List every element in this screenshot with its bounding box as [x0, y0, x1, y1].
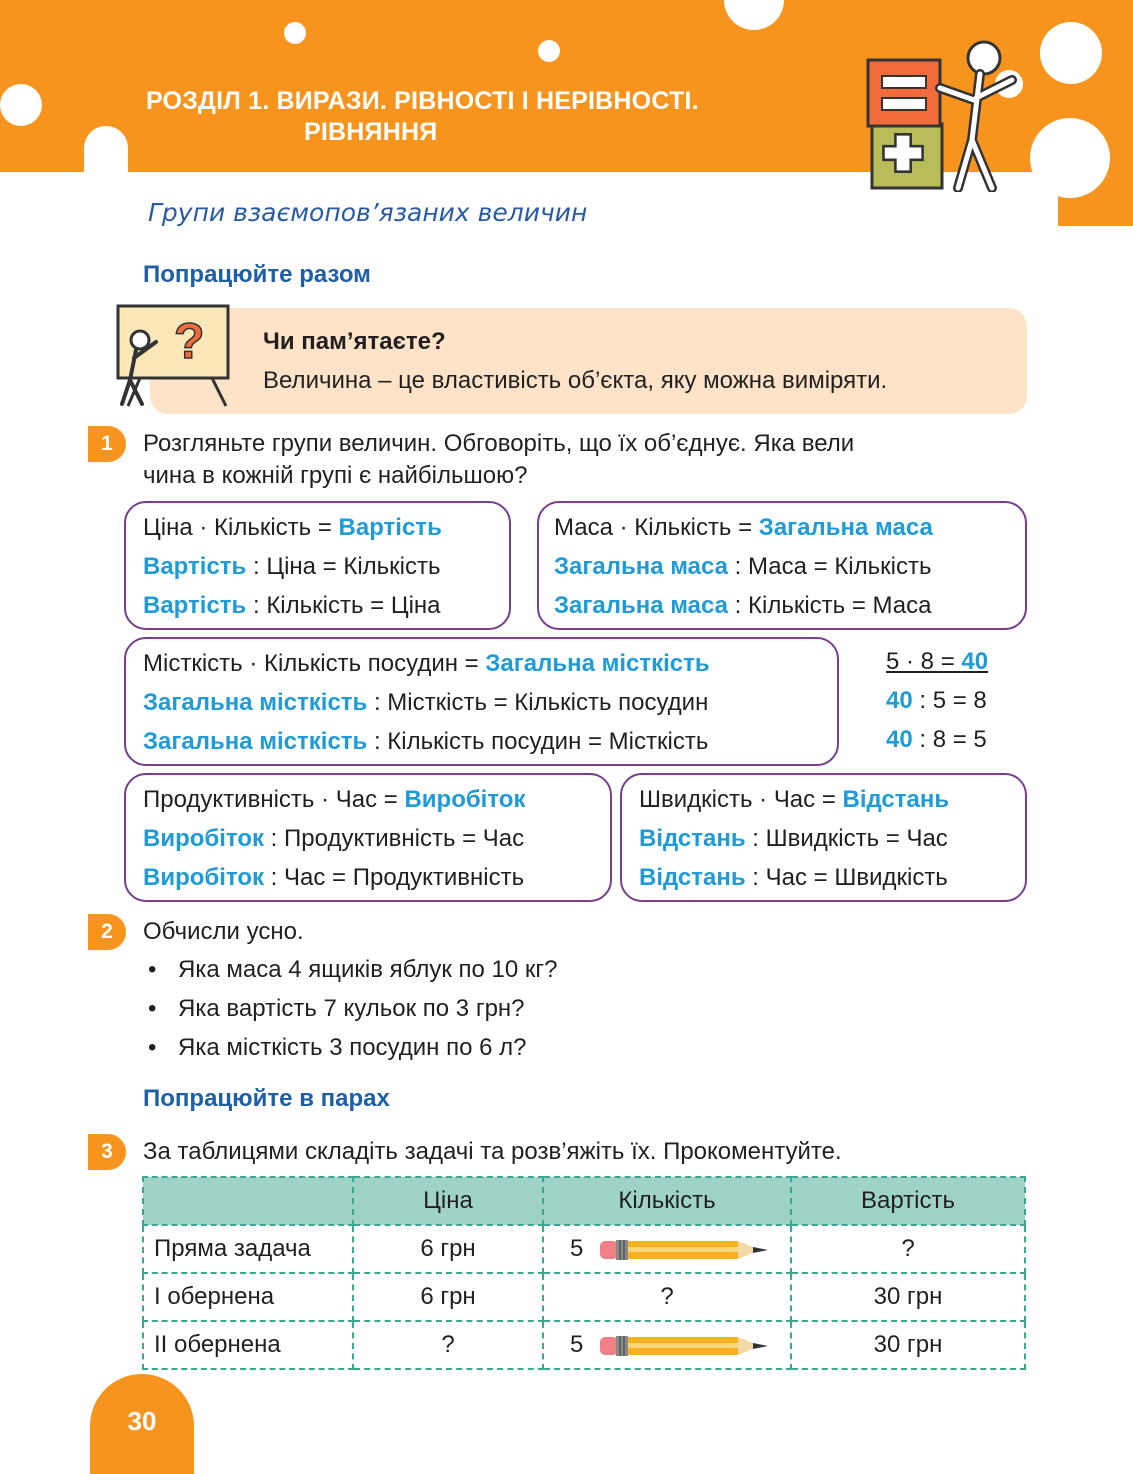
- formula-line: Продуктивність · Час = Виробіток: [143, 786, 526, 813]
- page-number: 30: [127, 1406, 157, 1436]
- table-cell: І обернена: [143, 1273, 353, 1321]
- table-cell: 30 грн: [791, 1273, 1025, 1321]
- formula-line: Швидкість · Час = Відстань: [639, 786, 950, 813]
- chapter-title-line2: РІВНЯННЯ: [304, 118, 438, 146]
- formula-line: Відстань : Час = Швидкість: [639, 864, 948, 891]
- task3-text: За таблицями складіть задачі та розв’яжіть їх. Прокоментуйте.: [143, 1138, 842, 1165]
- table-row: [143, 1273, 1025, 1321]
- remember-text: Величина – це властивість об’єкта, яку можна виміряти.: [263, 367, 888, 394]
- formula-line: 40 : 5 = 8: [886, 687, 987, 714]
- remember-title: Чи пам’ятаєте?: [263, 328, 446, 355]
- table-header-row: [143, 1177, 1025, 1225]
- chapter-title: [146, 86, 699, 148]
- table-cell: ?: [353, 1321, 543, 1369]
- task-number-badge: 1: [88, 426, 126, 462]
- blocks-illustration: [862, 40, 1062, 192]
- task1-line1: Розгляньте групи величин. Обговоріть, що їх об’єднує. Яка вели: [143, 430, 855, 457]
- table-header-cell: Вартість: [791, 1177, 1025, 1225]
- formula-line: Загальна місткість : Кількість посудин = Місткість: [143, 728, 709, 755]
- question-mark-icon: ?: [174, 313, 205, 369]
- table-cell: 6 грн: [353, 1225, 543, 1273]
- work-pairs-heading: Попрацюйте в парах: [143, 1085, 390, 1112]
- price-formula-box: [124, 501, 511, 630]
- teacher-board-icon: [106, 302, 242, 408]
- section-title: Групи взаємопов’язаних величин: [148, 198, 588, 227]
- formula-line: Загальна місткість : Місткість = Кількість посудин: [143, 689, 709, 716]
- equals-icon: [882, 76, 926, 88]
- formula-line: Виробіток : Продуктивність = Час: [143, 825, 525, 852]
- formula-line: Маса · Кількість = Загальна маса: [554, 514, 933, 541]
- table-cell: ?: [543, 1273, 791, 1321]
- work-together-heading: Попрацюйте разом: [143, 261, 371, 288]
- pencil-icon: [598, 1333, 772, 1359]
- equals-block: [868, 60, 940, 126]
- table-cell: 5: [543, 1321, 791, 1369]
- table-header-cell: [143, 1177, 353, 1225]
- task-number-badge: 3: [88, 1134, 126, 1170]
- formula-line: Виробіток : Час = Продуктивність: [143, 864, 525, 891]
- list-item: • Яка місткість 3 посудин по 6 л?: [148, 1034, 527, 1061]
- formula-line: Вартість : Ціна = Кількість: [143, 553, 441, 580]
- task-number-badge: 2: [88, 914, 126, 950]
- table-row: [143, 1225, 1025, 1273]
- formula-line: 40 : 8 = 5: [886, 726, 987, 753]
- formula-line: Відстань : Швидкість = Час: [639, 825, 948, 852]
- table-cell: 30 грн: [791, 1321, 1025, 1369]
- speed-formula-box: [620, 773, 1027, 902]
- table-cell: 5: [543, 1225, 791, 1273]
- formula-line: 5 · 8 = 40: [886, 648, 989, 675]
- task2-title: Обчисли усно.: [143, 918, 304, 945]
- bubble-decor: [0, 84, 42, 126]
- formula-line: Загальна маса : Кількість = Маса: [554, 592, 932, 619]
- table-header-cell: Кількість: [543, 1177, 791, 1225]
- list-item: • Яка вартість 7 кульок по 3 грн?: [148, 995, 525, 1022]
- formula-line: Місткість · Кількість посудин = Загальна місткість: [143, 650, 710, 677]
- formula-line: Вартість : Кількість = Ціна: [143, 592, 441, 619]
- remember-box: [150, 308, 1027, 414]
- price-quantity-table: [142, 1176, 1026, 1370]
- formula-line: Ціна · Кількість = Вартість: [143, 514, 442, 541]
- productivity-formula-box: [124, 773, 612, 902]
- bubble-decor: [538, 40, 560, 62]
- table-header-cell: Ціна: [353, 1177, 543, 1225]
- task1-text: [143, 428, 854, 492]
- table-cell: ІІ обернена: [143, 1321, 353, 1369]
- bubble-decor: [284, 22, 306, 44]
- table-cell: ?: [791, 1225, 1025, 1273]
- figure-head: [968, 42, 1000, 74]
- mass-formula-box: [537, 501, 1027, 630]
- bubble-decor: [84, 126, 128, 216]
- list-item: • Яка маса 4 ящиків яблук по 10 кг?: [148, 956, 558, 983]
- formula-line: Загальна маса : Маса = Кількість: [554, 553, 932, 580]
- pencil-icon: [598, 1237, 772, 1263]
- table-cell: 6 грн: [353, 1273, 543, 1321]
- task1-line2: чина в кожній групі є найбільшою?: [143, 462, 528, 489]
- chapter-title-line1: РОЗДІЛ 1. ВИРАЗИ. РІВНОСТІ І НЕРІВНОСТІ.: [146, 87, 699, 115]
- table-cell: Пряма задача: [143, 1225, 353, 1273]
- table-row: [143, 1321, 1025, 1369]
- capacity-formula-box: [124, 637, 839, 766]
